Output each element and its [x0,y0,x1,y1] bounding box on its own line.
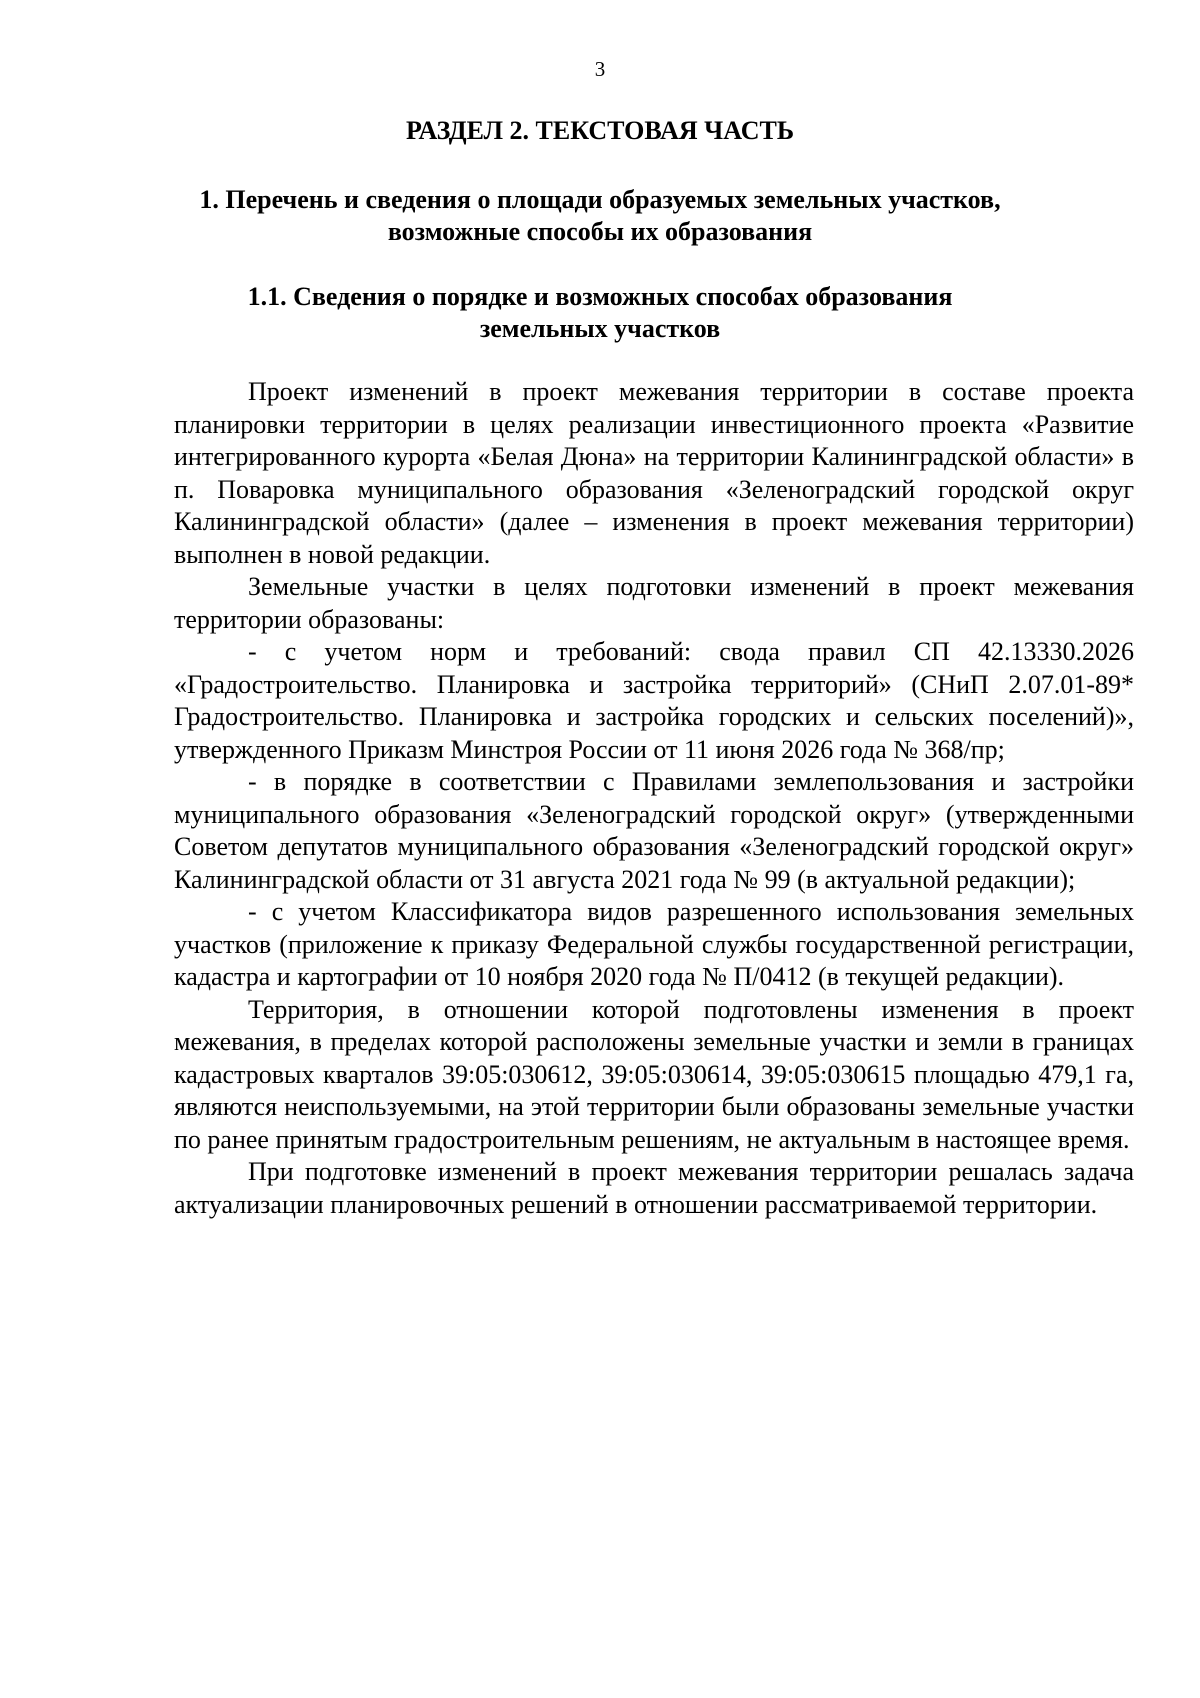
paragraph-territory: Территория, в отношении которой подготовлены изменения в проект межевания, в пределах которой расположены земельные участки и земли в границах кадастровых кварталов 39:05:030612, 39:05:030614, 39:05:030615 площадью 479,1 га, являются неиспользуемыми, на этой территории были образованы земельные участки по ранее принятым градостроительным решениям, не актуальным в настоящее время. [174,994,1134,1154]
heading-1-1-line-1: 1.1. Сведения о порядке и возможных способах образования [247,282,953,311]
heading-1-line-1: 1. Перечень и сведения о площади образуемых земельных участков, [199,185,1001,214]
heading-1-1-line-2: земельных участков [479,314,721,343]
list-item-norms: - с учетом норм и требований: свода правил СП 42.13330.2026 «Градостроительство. Планировка и застройка территорий» (СНиП 2.07.01-89* Градостроительство. Планировка и застройка городских и сельских поселений)», утвержденного Приказм Минстроя России от 11 июня 2026 года № 368/пр; [174,637,1134,764]
body-text [174,376,1134,1221]
heading-1-1 [150,281,1050,345]
list-item-classifier: - с учетом Классификатора видов разрешенного использования земельных участков (приложение к приказу Федеральной службы государственной регистрации, кадастра и картографии от 10 ноября 2020 года № П/0412 (в текущей редакции). [174,897,1134,991]
paragraph-task: При подготовке изменений в проект межевания территории решалась задача актуализации планировочных решений в отношении рассматриваемой территории. [174,1157,1134,1219]
paragraph-project: Проект изменений в проект межевания территории в составе проекта планировки территории в целях реализации инвестиционного проекта «Развитие интегрированного курорта «Белая Дюна» на территории Калининградской области» в п. Поваровка муниципального образования «Зеленоградский городской округ Калининградской области» (далее – изменения в проект межевания территории) выполнен в новой редакции. [174,377,1134,569]
heading-1-line-2: возможные способы их образования [387,217,813,246]
list-item-rules: - в порядке в соответствии с Правилами землепользования и застройки муниципального образования «Зеленоградский городской округ» (утвержденными Советом депутатов муниципального образования «Зеленоградский городской округ» Калининградской области от 31 августа 2021 года № 99 (в актуальной редакции); [174,767,1134,894]
page-number: 3 [594,57,606,81]
heading-1 [150,184,1050,248]
section-title: РАЗДЕЛ 2. ТЕКСТОВАЯ ЧАСТЬ [405,116,795,145]
paragraph-land-plots: Земельные участки в целях подготовки изменений в проект межевания территории образованы: [174,572,1134,634]
